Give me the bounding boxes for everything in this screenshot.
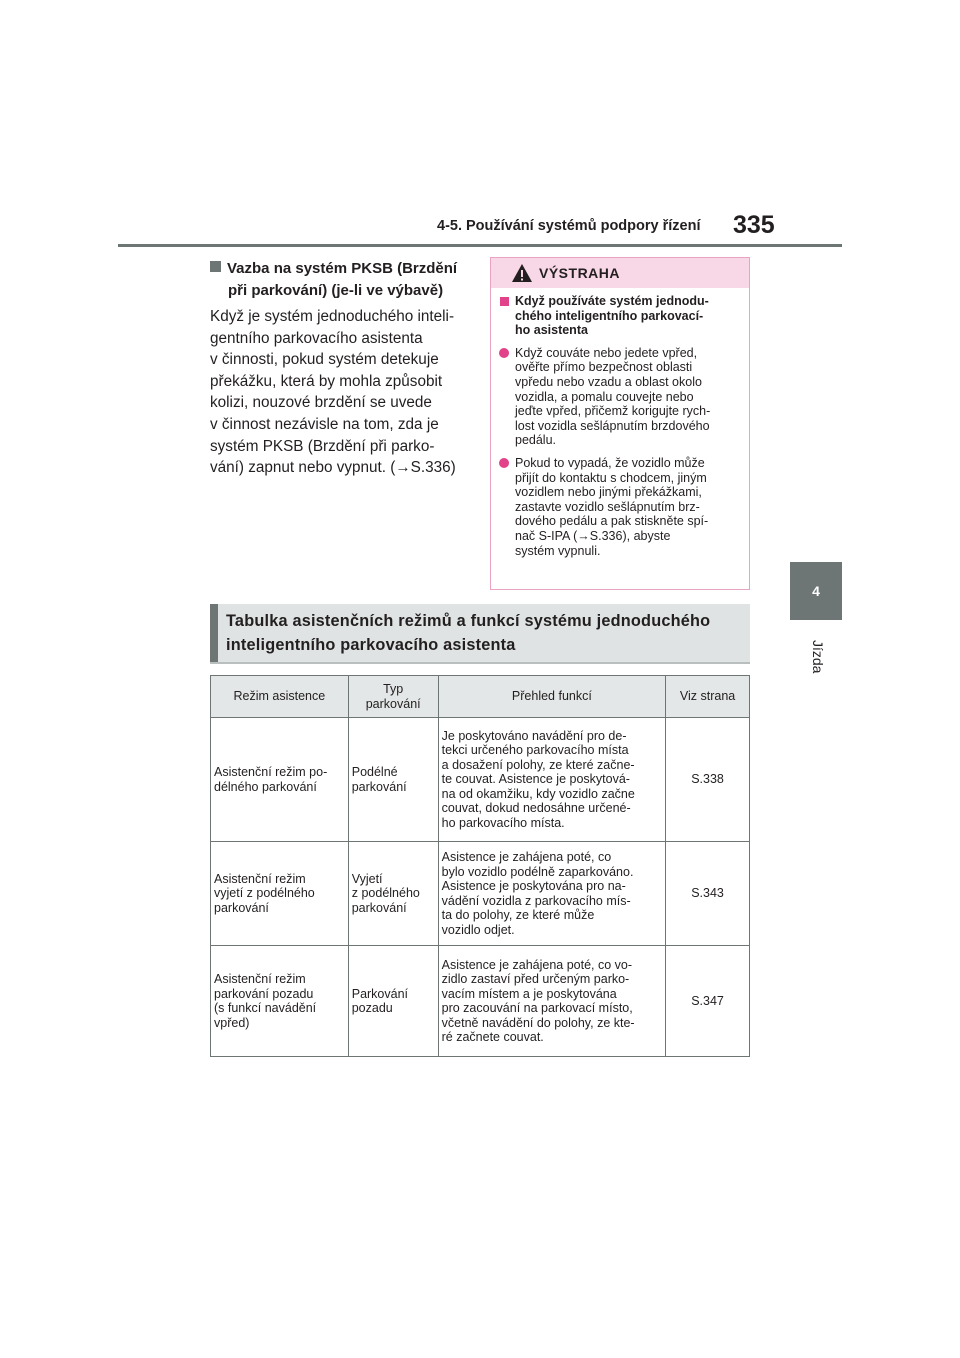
page-number: 335 — [733, 211, 775, 239]
warning-heading — [499, 294, 741, 338]
cell-mode: Asistenční režim parkování pozadu (s funkcí navádění vpřed) — [211, 946, 349, 1057]
warning-line: přijít do kontaktu s chodcem, jiným — [515, 470, 707, 485]
warning-line: Když couváte nebo jedete vpřed, — [515, 345, 698, 360]
cell-page-reference[interactable]: S.347 — [666, 946, 750, 1057]
column-header-overview: Přehled funkcí — [438, 676, 665, 718]
circle-bullet-icon — [499, 348, 509, 358]
body-paragraph — [210, 306, 485, 479]
cell-mode: Asistenční režim vyjetí z podélného parkování — [211, 842, 349, 946]
subsection-heading — [210, 258, 480, 302]
warning-line: ověřte přímo bezpečnost oblasti — [515, 360, 693, 375]
column-header-mode: Režim asistence — [211, 676, 349, 718]
table-section-title-line1: Tabulka asistenčních režimů a funkcí systému jednoduchého — [226, 612, 711, 630]
body-line: překážku, která by mohla způsobit — [210, 372, 443, 390]
header-rule — [118, 244, 842, 247]
warning-line: pedálu. — [515, 433, 557, 448]
warning-line: zastavte vozidlo sešlápnutím brz- — [515, 499, 700, 514]
heading-underline — [210, 662, 750, 664]
body-line: v činnosti, pokud systém detekuje — [210, 351, 439, 369]
subsection-heading-line1: Vazba na systém PKSB (Brzdění — [227, 260, 458, 277]
body-line: vání) zapnut nebo vypnut. (→S.336) — [210, 459, 456, 477]
warning-title: VÝSTRAHA — [539, 265, 621, 281]
subsection-heading-line2: při parkování) (je-li ve výbavě) — [228, 282, 444, 299]
warning-triangle-icon — [511, 263, 533, 283]
warning-line: Pokud to vypadá, že vozidlo může — [515, 455, 705, 470]
cell-overview: Asistence je zahájena poté, co vo- zidlo zastaví před určeným parko- vacím místem a je poskytována pro zacouvání na parkovací místo, včetně navádění do polohy, ze kte- ré začnete couvat. — [438, 946, 665, 1057]
table-row — [211, 946, 750, 1057]
table-header-row — [211, 676, 750, 718]
cell-type: Vyjetí z podélného parkování — [348, 842, 438, 946]
chapter-tab-number[interactable]: 4 — [790, 562, 842, 620]
warning-line: jeďte vpřed, přičemž korigujte rych- — [515, 404, 711, 419]
cell-type: Parkování pozadu — [348, 946, 438, 1057]
warning-line: dového pedálu a pak stiskněte spí- — [515, 514, 709, 529]
warning-heading-line: ho asistenta — [515, 323, 588, 338]
table-section-heading — [210, 604, 750, 662]
table-section-title-line2: inteligentního parkovacího asistenta — [226, 636, 516, 654]
warning-heading-line: Když používáte systém jednodu- — [515, 294, 709, 308]
circle-bullet-icon — [499, 458, 509, 468]
column-header-page: Viz strana — [666, 676, 750, 718]
assist-modes-table — [210, 675, 750, 1057]
cell-type: Podélné parkování — [348, 718, 438, 842]
warning-line: vozidla, a pomalu couvejte nebo — [515, 389, 694, 404]
warning-line: lost vozidla sešlápnutím brzdového — [515, 418, 710, 433]
running-header-title: 4-5. Používání systémů podpory řízení — [437, 218, 701, 234]
cell-overview: Asistence je zahájena poté, co bylo vozidlo podélně zaparkováno. Asistence je poskytována pro na- vádění vozidla z parkovacího mís- ta do polohy, ze které může vozidlo odjet. — [438, 842, 665, 946]
square-bullet-icon — [500, 297, 509, 306]
body-line: systém PKSB (Brzdění při parko- — [210, 437, 435, 455]
warning-header — [491, 258, 749, 288]
warning-item — [499, 346, 741, 448]
cell-overview: Je poskytováno navádění pro de- tekci určeného parkovacího místa a dosažení polohy, ze které začne- te couvat. Asistence je poskytová- na od okamžiku, kdy vozidlo začne couvat, dokud nedosáhne určené- ho parkovacího místa. — [438, 718, 665, 842]
warning-item — [499, 456, 741, 558]
body-line: kolizi, nouzové brzdění se uvede — [210, 394, 432, 412]
cell-page-reference[interactable]: S.343 — [666, 842, 750, 946]
warning-box — [490, 257, 750, 590]
table-row — [211, 718, 750, 842]
cell-mode: Asistenční režim po- délného parkování — [211, 718, 349, 842]
warning-heading-line: chého inteligentního parkovací- — [515, 308, 704, 323]
column-header-type: Typ parkování — [348, 676, 438, 718]
warning-line: vozidlem nebo jinými překážkami, — [515, 485, 702, 500]
body-line: gentního parkovacího asistenta — [210, 329, 423, 347]
body-line: Když je systém jednoduchého inteli- — [210, 308, 455, 325]
heading-accent-bar — [210, 604, 218, 662]
square-bullet-icon — [210, 261, 221, 272]
cell-page-reference[interactable]: S.338 — [666, 718, 750, 842]
warning-line: vpředu nebo vzadu a oblast okolo — [515, 374, 702, 389]
warning-line: nač S-IPA (→S.336), abyste — [515, 528, 671, 543]
warning-line: systém vypnuli. — [515, 543, 601, 558]
body-line: v činnost nezávisle na tom, zda je — [210, 415, 439, 433]
chapter-tab-label: Jízda — [810, 640, 826, 674]
table-row — [211, 842, 750, 946]
